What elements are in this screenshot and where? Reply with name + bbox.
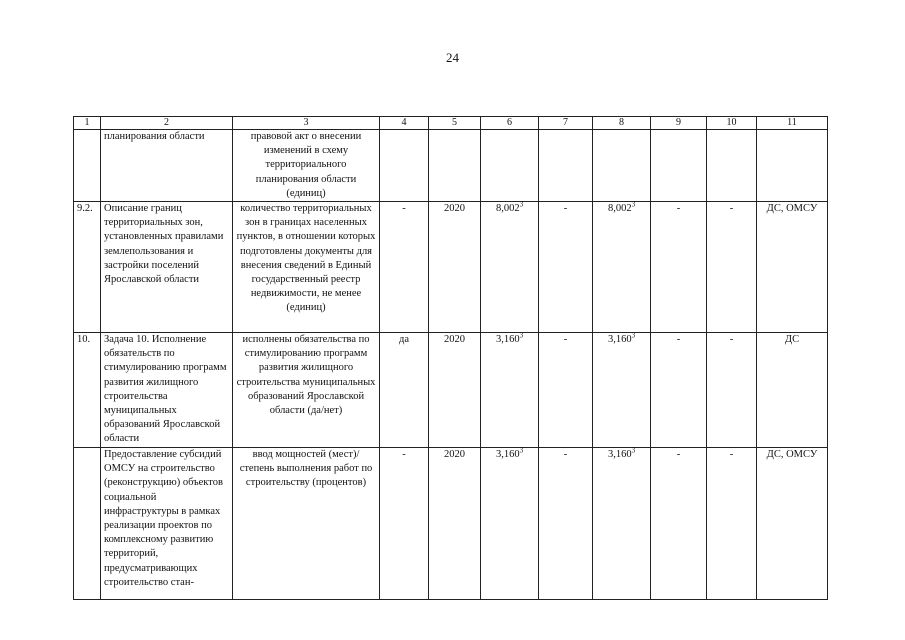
year-cell	[429, 448, 481, 600]
col8-value-cell	[593, 130, 651, 202]
row-number-cell	[74, 130, 101, 202]
row-name-cell	[101, 202, 233, 333]
col10-cell-text: -	[729, 334, 734, 346]
executor-cell	[757, 130, 828, 202]
executor-cell	[757, 448, 828, 600]
row-name-cell-text: Задача 10. Исполнение обязательств по стимулированию программ развития жилищного строительства муниципальных образований Ярославской области	[104, 334, 227, 445]
row-name-cell	[101, 130, 233, 202]
col7-cell	[539, 130, 593, 202]
table-row	[74, 333, 828, 448]
col8-value-cell	[593, 333, 651, 448]
header-cell-9: 9	[651, 117, 707, 130]
table-row	[74, 130, 828, 202]
header-cell-1: 1	[74, 117, 101, 130]
col9-cell	[651, 448, 707, 600]
col6-value-cell-text: 3,160	[495, 334, 520, 346]
col9-cell-text: -	[676, 449, 681, 461]
row-name-cell	[101, 333, 233, 448]
row-name-cell-text: Предоставление субсидий ОМСУ на строительство (реконструкцию) объектов социальной инфраструктуры в рамках реализации проектов по комплексному развитию территорий, предусматривающих строительство стан-	[104, 449, 223, 588]
footnote-mark: 3	[519, 446, 524, 455]
col4-cell-text: -	[402, 203, 406, 215]
col10-cell	[707, 130, 757, 202]
header-cell-5: 5	[429, 117, 481, 130]
col7-cell	[539, 448, 593, 600]
row-indicator-cell-text: исполнены обязательства по стимулированию программ развития жилищного строительства муниципальных образований Ярославской области (да/нет)	[236, 334, 376, 417]
header-cell-8: 8	[593, 117, 651, 130]
year-cell	[429, 202, 481, 333]
row-number-cell	[74, 333, 101, 448]
row-indicator-cell	[233, 202, 380, 333]
table-row	[74, 448, 828, 600]
col4-cell	[380, 202, 429, 333]
col10-cell-text: -	[729, 449, 734, 461]
header-cell-10: 10	[707, 117, 757, 130]
page-number: 24	[446, 50, 459, 65]
col6-value-cell	[481, 333, 539, 448]
col10-cell	[707, 202, 757, 333]
col4-cell	[380, 448, 429, 600]
col6-value-cell	[481, 202, 539, 333]
col10-cell	[707, 333, 757, 448]
header-cell-3: 3	[233, 117, 380, 130]
header-cell-11: 11	[757, 117, 828, 130]
col8-value-cell-text: 8,002	[607, 203, 632, 215]
row-number-cell	[74, 202, 101, 333]
row-indicator-cell	[233, 448, 380, 600]
header-cell-2: 2	[101, 117, 233, 130]
row-name-cell-text: планирования области	[104, 131, 205, 142]
executor-cell-text: ДС, ОМСУ	[766, 203, 818, 215]
table-header-row	[74, 117, 828, 130]
col9-cell-text: -	[676, 334, 681, 346]
col8-value-cell-text: 3,160	[607, 334, 632, 346]
row-indicator-cell-text: правовой акт о внесении изменений в схему территориального планирования области (единиц)	[250, 131, 362, 199]
footnote-mark: 3	[631, 331, 636, 340]
table-row	[74, 202, 828, 333]
header-cell-4: 4	[380, 117, 429, 130]
row-indicator-cell	[233, 130, 380, 202]
col10-cell-text: -	[729, 203, 734, 215]
year-cell	[429, 333, 481, 448]
row-number-cell-text: 10.	[77, 334, 91, 346]
executor-cell	[757, 202, 828, 333]
col6-value-cell-text: 3,160	[495, 449, 520, 461]
col7-cell	[539, 333, 593, 448]
year-cell-text: 2020	[444, 203, 465, 215]
col7-cell	[539, 202, 593, 333]
row-number-cell-text: 9.2.	[77, 203, 93, 215]
col7-cell-text: -	[563, 449, 568, 461]
col7-cell-text: -	[563, 334, 568, 346]
col4-cell	[380, 130, 429, 202]
col4-cell-text: -	[402, 449, 406, 461]
col9-cell-text: -	[676, 203, 681, 215]
row-indicator-cell-text: количество территориальных зон в границах населенных пунктов, в отношении которых подготовлены документы для внесения сведений в Единый государственный реестр недвижимости, не менее (единиц)	[236, 203, 376, 314]
row-indicator-cell	[233, 333, 380, 448]
footnote-mark: 3	[631, 446, 636, 455]
col8-value-cell	[593, 202, 651, 333]
col8-value-cell	[593, 448, 651, 600]
program-table	[73, 116, 828, 600]
year-cell-text: 2020	[444, 334, 465, 346]
header-cell-6: 6	[481, 117, 539, 130]
row-name-cell-text: Описание границ территориальных зон, установленных правилами землепользования и застройки поселений Ярославской области	[104, 203, 224, 286]
col9-cell	[651, 333, 707, 448]
col4-cell-text: да	[398, 334, 409, 346]
executor-cell	[757, 333, 828, 448]
executor-cell-text: ДС	[784, 334, 800, 346]
col10-cell	[707, 448, 757, 600]
year-cell-text: 2020	[444, 449, 465, 461]
row-name-cell	[101, 448, 233, 600]
col8-value-cell-text: 3,160	[607, 449, 632, 461]
footnote-mark: 3	[631, 200, 636, 209]
executor-cell-text: ДС, ОМСУ	[766, 449, 818, 461]
row-number-cell	[74, 448, 101, 600]
col9-cell	[651, 202, 707, 333]
col9-cell	[651, 130, 707, 202]
row-indicator-cell-text: ввод мощностей (мест)/ степень выполнения работ по строительству (процентов)	[239, 449, 373, 489]
footnote-mark: 3	[519, 331, 524, 340]
col6-value-cell	[481, 448, 539, 600]
col4-cell	[380, 333, 429, 448]
year-cell	[429, 130, 481, 202]
col6-value-cell	[481, 130, 539, 202]
header-cell-7: 7	[539, 117, 593, 130]
footnote-mark: 3	[519, 200, 524, 209]
col6-value-cell-text: 8,002	[495, 203, 520, 215]
col7-cell-text: -	[563, 203, 568, 215]
